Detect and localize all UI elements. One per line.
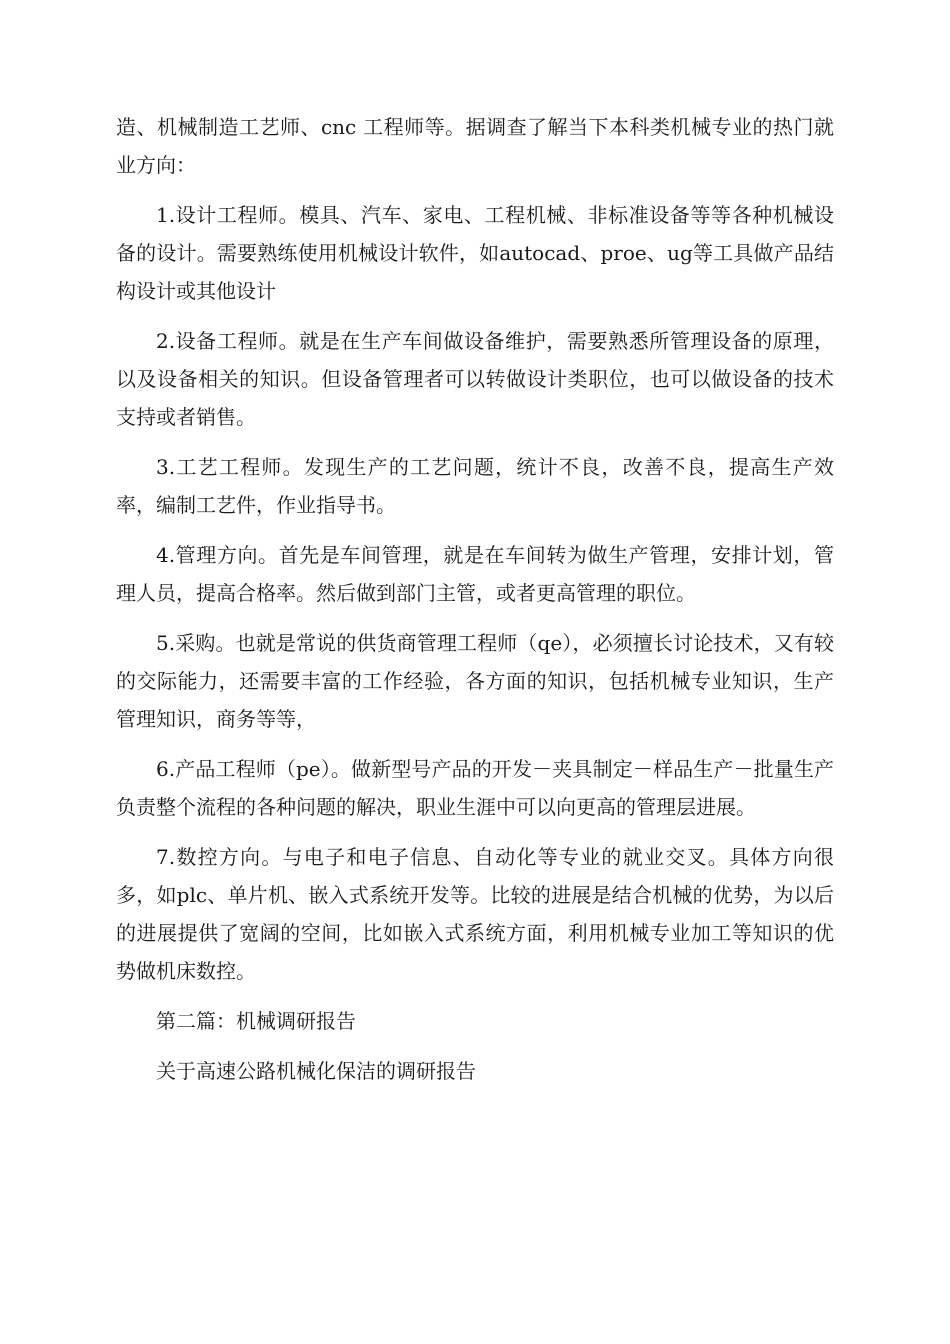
paragraph-product-engineer: 6.产品工程师（pe）。做新型号产品的开发－夹具制定－样品生产－批量生产负责整个流程的各种问题的解决，职业生涯中可以向更高的管理层进展。: [116, 757, 834, 819]
paragraph-design-engineer: 1.设计工程师。模具、汽车、家电、工程机械、非标准设备等等各种机械设备的设计。需要熟练使用机械设计软件，如autocad、proe、ug等工具做产品结构设计或其他设计: [116, 203, 834, 303]
paragraph-management: 4.管理方向。首先是车间管理，就是在车间转为做生产管理，安排计划，管理人员，提高合格率。然后做到部门主管，或者更高管理的职位。: [116, 543, 834, 605]
paragraph-cnc-direction: 7.数控方向。与电子和电子信息、自动化等专业的就业交叉。具体方向很多，如plc、单片机、嵌入式系统开发等。比较的进展是结合机械的优势，为以后的进展提供了宽阔的空间，比如嵌入式系统方面，利用机械专业加工等知识的优势做机床数控。: [116, 845, 834, 983]
paragraph-intro-continuation: 造、机械制造工艺师、cnc 工程师等。据调查了解当下本科类机械专业的热门就业方向：: [116, 115, 834, 177]
paragraph-equipment-engineer: 2.设备工程师。就是在生产车间做设备维护，需要熟悉所管理设备的原理，以及设备相关的知识。但设备管理者可以转做设计类职位，也可以做设备的技术支持或者销售。: [116, 329, 834, 429]
document-body: [116, 108, 834, 1102]
paragraph-procurement: 5.采购。也就是常说的供货商管理工程师（qe），必须擅长讨论技术，又有较的交际能力，还需要丰富的工作经验，各方面的知识，包括机械专业知识，生产管理知识，商务等等，: [116, 631, 834, 731]
section-heading-part-two: 第二篇：机械调研报告: [156, 1009, 356, 1033]
report-title: 关于高速公路机械化保洁的调研报告: [156, 1059, 476, 1083]
paragraph-process-engineer: 3.工艺工程师。发现生产的工艺问题，统计不良，改善不良，提高生产效率，编制工艺件，作业指导书。: [116, 455, 834, 517]
